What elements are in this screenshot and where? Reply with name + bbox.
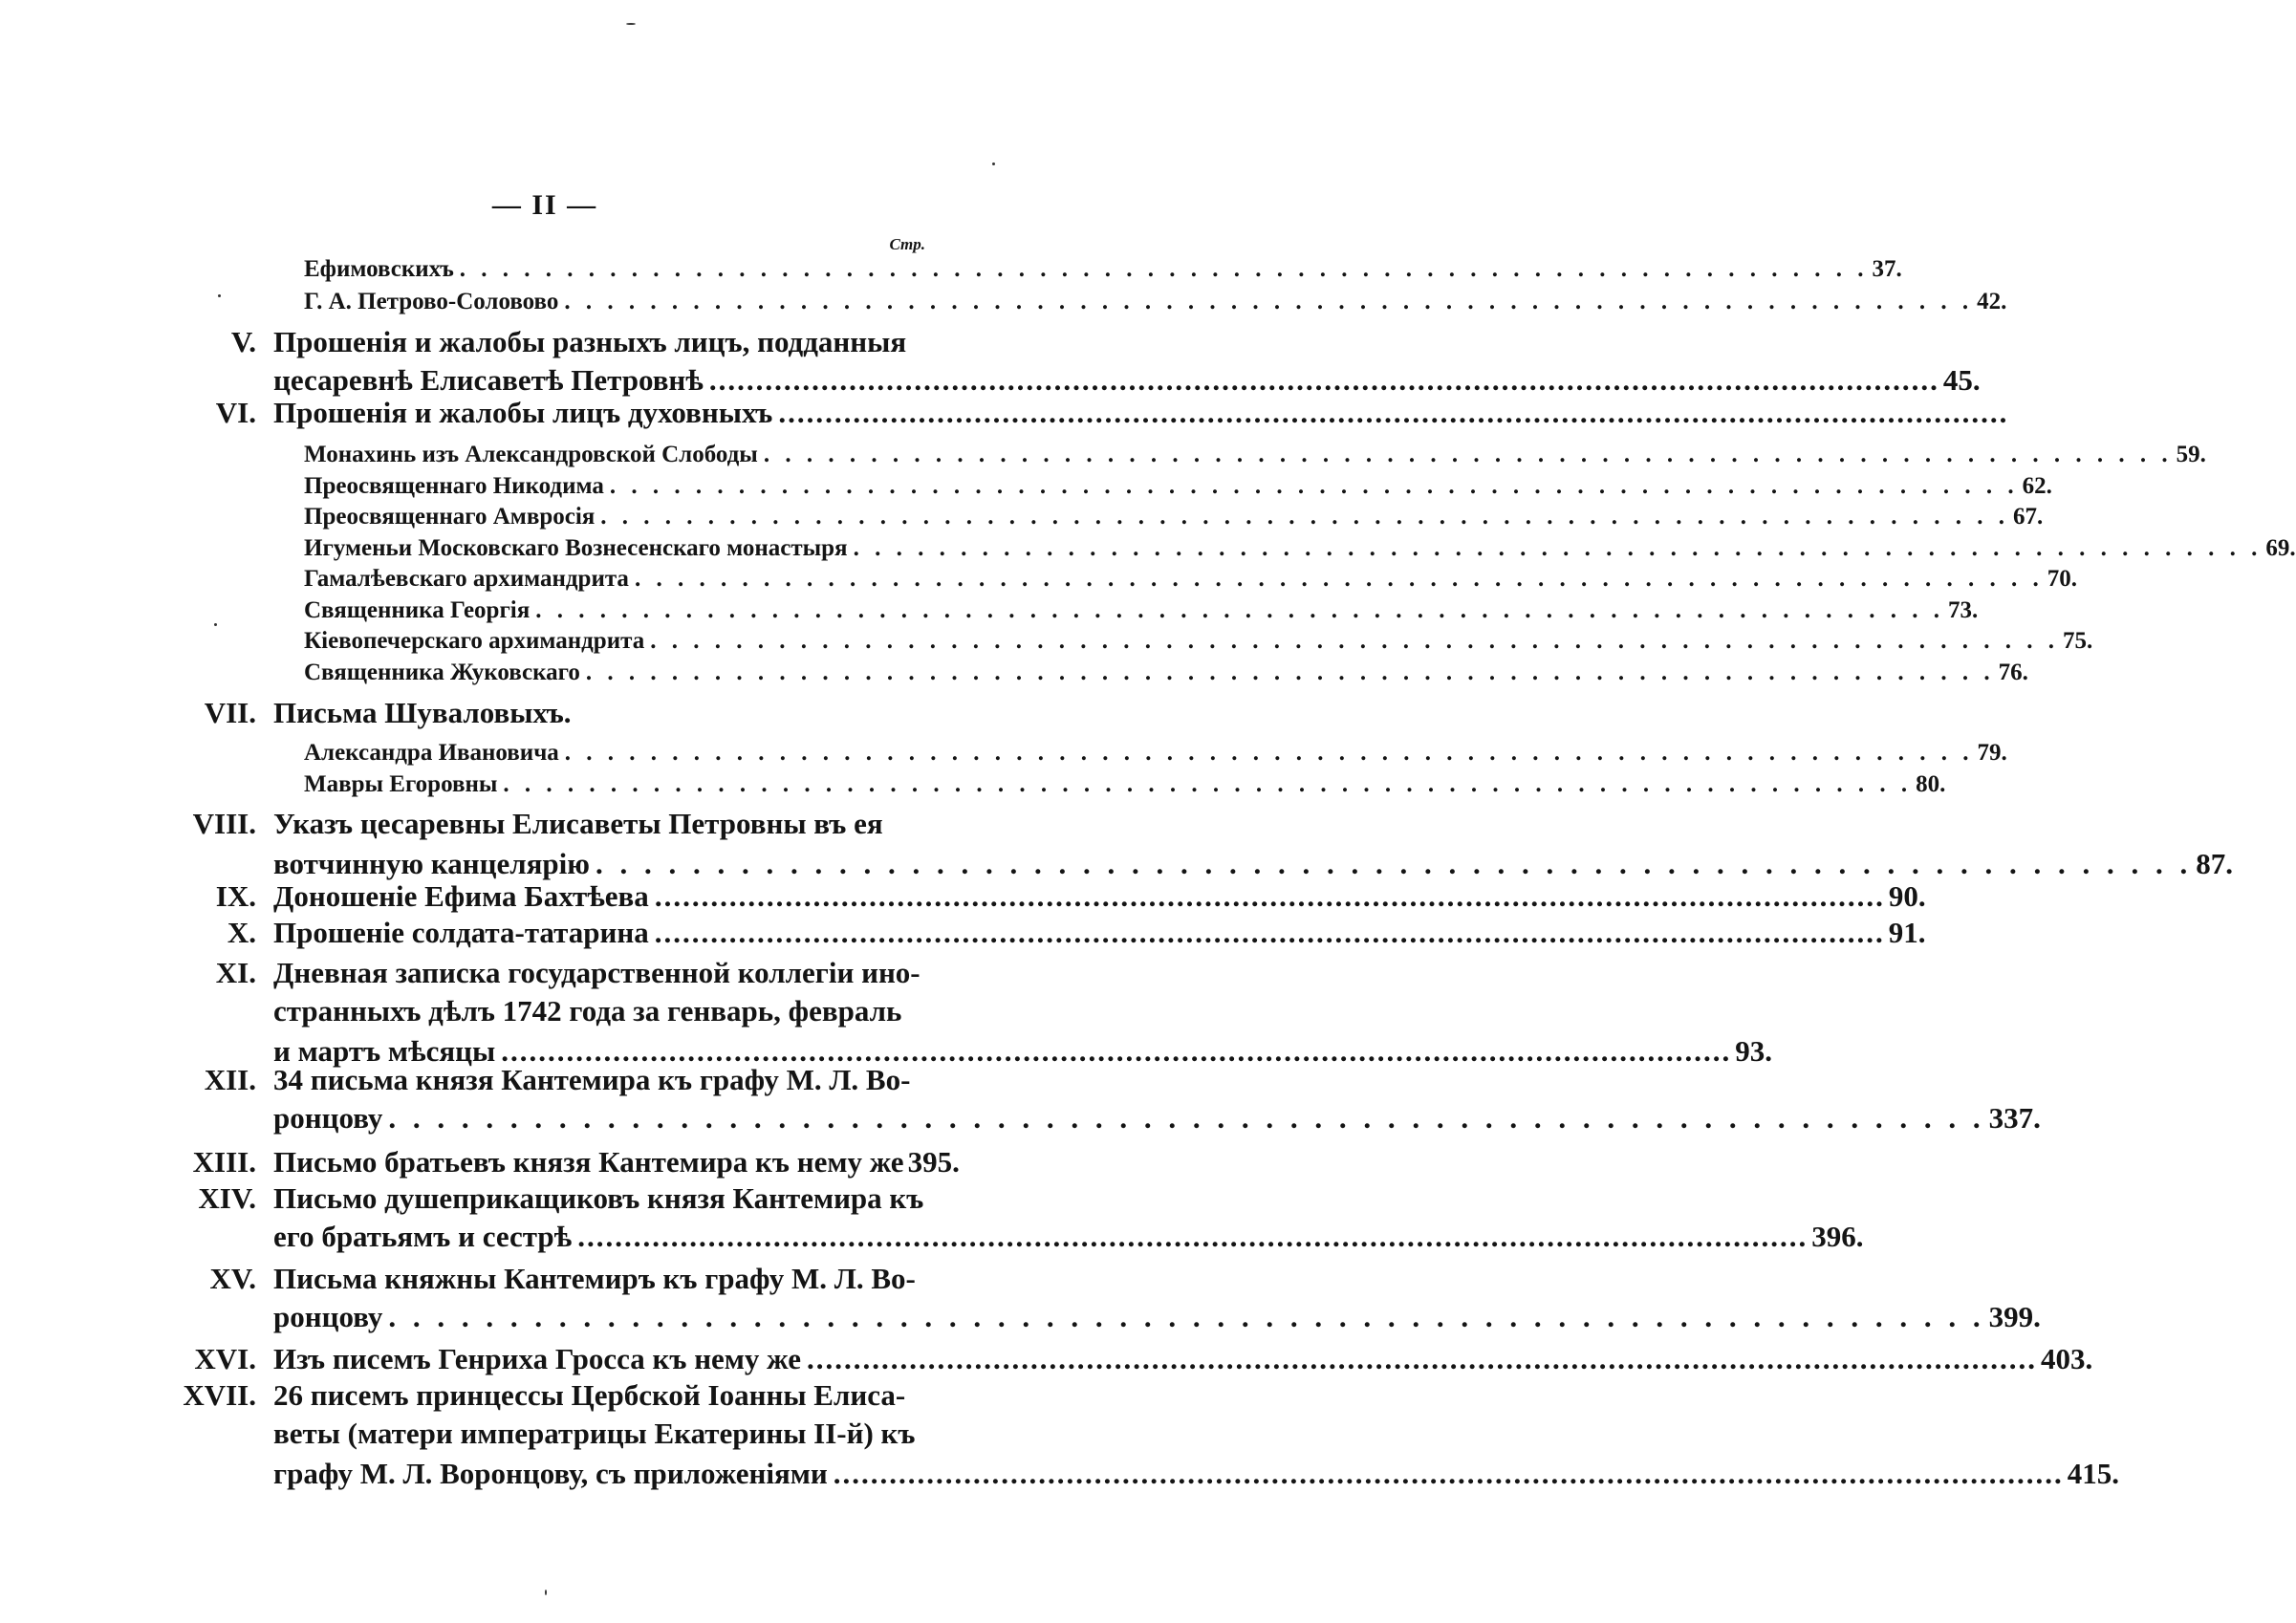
dot-leader <box>580 660 1995 686</box>
entry-number: XVII. <box>183 1378 256 1412</box>
entry-page: 93. <box>1735 1034 1772 1068</box>
entry-number: XII. <box>204 1063 256 1096</box>
dot-leader <box>382 1300 1984 1334</box>
entry-title-line: Письмо душеприкащиковъ князя Кантемира къ <box>273 1181 924 1215</box>
dot-leader <box>644 628 2059 655</box>
entry-page: 337. <box>1988 1101 2041 1135</box>
scan-speck <box>992 162 995 165</box>
entry-title-line: веты (матери императрицы Екатерины II-й) къ <box>273 1417 916 1450</box>
entry-number: X. <box>227 916 256 949</box>
entry-page: 87. <box>2196 847 2233 880</box>
dot-leader <box>497 771 1912 798</box>
dot-leader <box>382 1101 1984 1136</box>
entry-title: Письмо братьевъ князя Кантемира къ нему же <box>273 1145 904 1179</box>
entry-title: Священника Георгія <box>304 597 531 623</box>
dot-leader <box>828 1457 2064 1491</box>
scan-speck <box>214 623 217 626</box>
entry-number: V. <box>230 325 256 358</box>
page-header: — II — <box>491 189 598 221</box>
entry-page: 62. <box>2022 473 2052 499</box>
dot-leader <box>704 363 1939 398</box>
entry-title: Г. А. Петрово-Соловово <box>304 289 559 314</box>
entry-title-line: Указъ цесаревны Елисаветы Петровны въ ея <box>273 807 883 840</box>
entry-title-line: странныхъ дѣлъ 1742 года за генварь, февраль <box>273 994 902 1028</box>
entry-page: 403. <box>2041 1342 2093 1375</box>
entry-number: VII. <box>204 696 256 729</box>
dot-leader <box>454 256 1869 283</box>
entry-number: XI. <box>215 956 256 989</box>
dot-leader <box>649 879 1885 914</box>
entry-title-line: графу М. Л. Воронцову, съ приложеніями <box>273 1457 828 1490</box>
entry-number: VI. <box>215 396 256 429</box>
entry-title: Ефимовскихъ <box>304 256 454 282</box>
entry-page: 73. <box>1948 597 1979 623</box>
scan-speck <box>218 294 221 297</box>
scan-speck <box>545 1590 547 1595</box>
dot-leader <box>848 535 2263 562</box>
entry-page: 59. <box>2176 442 2206 467</box>
entry-number: XVI. <box>194 1342 256 1375</box>
entry-title: Священника Жуковскаго <box>304 660 580 685</box>
entry-page: 80. <box>1916 771 1946 797</box>
entry-page: 42. <box>1977 289 2007 314</box>
dot-leader <box>772 396 2008 430</box>
entry-title: Кіевопечерскаго архимандрита <box>304 628 645 654</box>
entry-page: 396. <box>1811 1220 1864 1253</box>
dot-leader <box>558 289 1973 315</box>
entry-title: Доношеніе Ефима Бахтѣева <box>273 879 649 913</box>
entry-page: 415. <box>2067 1457 2120 1490</box>
dot-leader <box>572 1220 1808 1254</box>
entry-page: 399. <box>1988 1300 2041 1333</box>
entry-page: 91. <box>1888 916 1926 949</box>
scan-speck <box>626 23 636 25</box>
entry-number: XV. <box>209 1262 256 1295</box>
entry-title-line: 34 письма князя Кантемира къ графу М. Л. Во- <box>273 1063 911 1096</box>
dot-leader <box>629 566 2044 593</box>
dot-leader <box>649 916 1885 950</box>
entry-title-line: вотчинную канцелярію <box>273 847 590 880</box>
entry-title: Монахинь изъ Александровской Слободы <box>304 442 758 467</box>
entry-page: 69. <box>2265 535 2296 561</box>
entry-number: IX. <box>215 879 256 913</box>
entry-title-line: Письма княжны Кантемиръ къ графу М. Л. Во- <box>273 1262 916 1295</box>
entry-title: Преосвященнаго Никодима <box>304 473 604 499</box>
entry-page: 90. <box>1888 879 1926 913</box>
entry-title-line: цесаревнѣ Елисаветѣ Петровнѣ <box>273 363 704 397</box>
entry-page: 67. <box>2013 504 2044 530</box>
entry-page: 395. <box>907 1145 960 1179</box>
entry-title-line: ронцову <box>273 1300 383 1333</box>
dot-leader <box>590 847 2192 881</box>
entry-page: 79. <box>1977 740 2007 766</box>
entry-page: 45. <box>1942 363 1981 397</box>
dot-leader <box>801 1342 2037 1376</box>
dot-leader <box>559 740 1974 767</box>
entry-title-line: ронцову <box>273 1101 383 1135</box>
entry-title-line: Дневная записка государственной коллегіи ино- <box>273 956 921 989</box>
entry-title: Изъ писемъ Генриха Гросса къ нему же <box>273 1342 802 1375</box>
entry-title: Прошеніе солдата-татарина <box>273 916 649 949</box>
dot-leader <box>604 473 2019 500</box>
entry-number: VIII. <box>192 807 256 840</box>
entry-title: Прошенія и жалобы лицъ духовныхъ <box>273 396 773 429</box>
entry-number: XIII. <box>192 1145 256 1179</box>
dot-leader <box>758 442 2173 468</box>
entry-page: 76. <box>1998 660 2028 685</box>
entry-title: Преосвященнаго Амвросія <box>304 504 596 530</box>
entry-title: Александра Ивановича <box>304 740 559 766</box>
dot-leader <box>595 504 2009 530</box>
entry-page: 70. <box>2047 566 2077 592</box>
dot-leader <box>530 597 1944 624</box>
entry-title-line: Прошенія и жалобы разныхъ лицъ, подданныя <box>273 325 907 358</box>
entry-page: 37. <box>1872 256 1902 282</box>
entry-title: Мавры Егоровны <box>304 771 498 797</box>
entry-page: 75. <box>2062 628 2093 654</box>
entry-title: Гамалѣевскаго архимандрита <box>304 566 629 592</box>
entry-title-line: 26 писемъ принцессы Цербской Іоанны Елиса- <box>273 1378 906 1412</box>
entry-title-line: его братьямъ и сестрѣ <box>273 1220 573 1253</box>
entry-title: Письма Шуваловыхъ. <box>273 696 572 729</box>
entry-title: Игуменьи Московскаго Вознесенскаго монастыря <box>304 535 848 561</box>
page-column-label: Стр. <box>889 235 925 253</box>
entry-number: XIV. <box>198 1181 256 1215</box>
entry-title-line: и мартъ мѣсяцы <box>273 1034 496 1068</box>
